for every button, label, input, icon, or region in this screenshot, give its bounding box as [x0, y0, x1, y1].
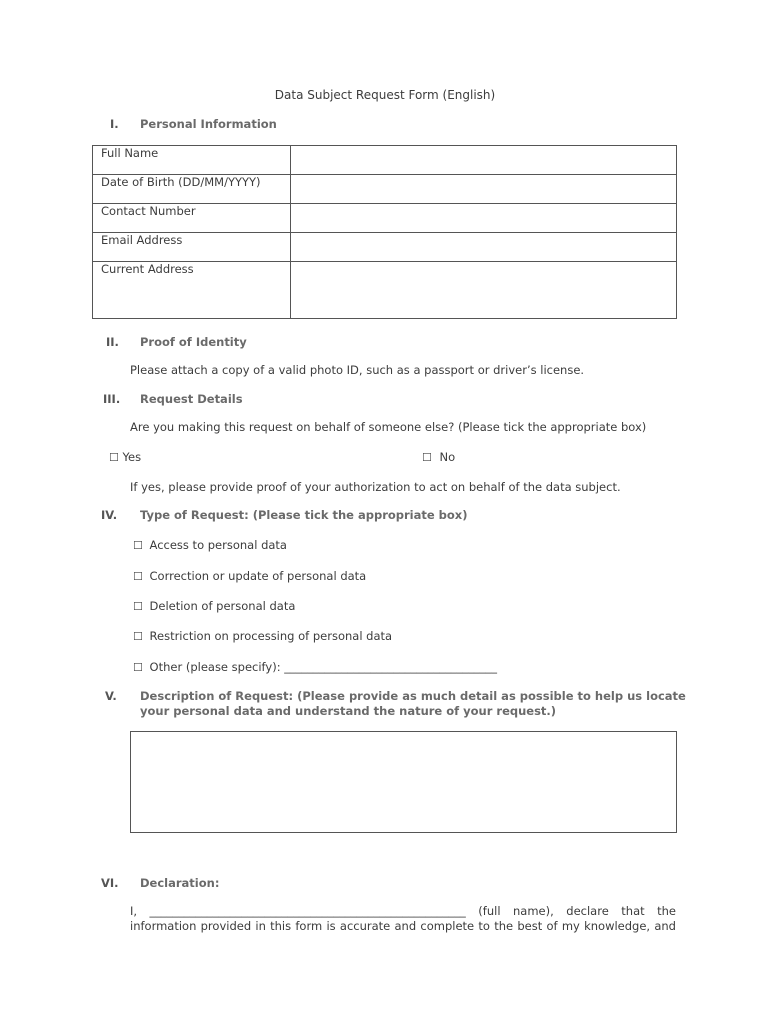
section-1-number: I. [110, 117, 119, 131]
table-row [93, 204, 677, 233]
section-4-number: IV. [101, 508, 118, 522]
field-value-contact-number[interactable] [291, 204, 677, 233]
checkbox-icon[interactable]: ☐ [133, 661, 143, 674]
field-label-email-address: Email Address [93, 233, 291, 262]
personal-info-table [92, 145, 677, 319]
on-behalf-question: Are you making this request on behalf of someone else? (Please tick the appropriate box) [130, 420, 647, 434]
section-5-heading-line-2: your personal data and understand the nature of your request.) [140, 704, 557, 718]
request-type-label: Restriction on processing of personal data [149, 629, 393, 643]
request-type-deletion[interactable] [133, 599, 295, 613]
field-value-email-address[interactable] [291, 233, 677, 262]
field-label-contact-number: Contact Number [93, 204, 291, 233]
section-6-heading: Declaration: [140, 876, 220, 890]
checkbox-icon[interactable]: ☐ [133, 570, 143, 583]
request-type-label: Other (please specify): _____________________________________ [149, 660, 497, 674]
section-1-heading: Personal Information [140, 117, 277, 131]
yes-label: Yes [122, 450, 142, 464]
field-value-full-name[interactable] [291, 146, 677, 175]
no-option[interactable] [422, 450, 455, 464]
yes-option[interactable] [109, 450, 141, 464]
section-6-number: VI. [101, 876, 119, 890]
checkbox-icon[interactable]: ☐ [133, 600, 143, 613]
declaration-line-1: I, _______________________________________________________ (full name), declare that the [130, 904, 676, 918]
field-value-current-address[interactable] [291, 262, 677, 319]
request-type-correction[interactable] [133, 569, 366, 583]
field-value-date-of-birth[interactable] [291, 175, 677, 204]
form-title: Data Subject Request Form (English) [274, 88, 496, 102]
no-label: No [439, 450, 456, 464]
section-5-number: V. [105, 689, 117, 703]
table-row [93, 175, 677, 204]
declaration-line-2: information provided in this form is accurate and complete to the best of my knowledge, and [130, 919, 676, 933]
checkbox-icon[interactable]: ☐ [133, 539, 143, 552]
request-type-label: Correction or update of personal data [149, 569, 367, 583]
field-label-date-of-birth: Date of Birth (DD/MM/YYYY) [93, 175, 291, 204]
authorization-note: If yes, please provide proof of your authorization to act on behalf of the data subject. [130, 480, 621, 494]
checkbox-icon[interactable]: ☐ [109, 451, 119, 464]
proof-of-identity-text: Please attach a copy of a valid photo ID, such as a passport or driver’s license. [130, 363, 585, 377]
section-4-heading: Type of Request: (Please tick the appropriate box) [140, 508, 468, 522]
table-row [93, 262, 677, 319]
section-5-heading-line-1: Description of Request: (Please provide as much detail as possible to help us locate [140, 689, 686, 703]
description-textbox[interactable] [130, 731, 677, 833]
checkbox-icon[interactable]: ☐ [133, 630, 143, 643]
section-2-heading: Proof of Identity [140, 335, 247, 349]
section-2-number: II. [106, 335, 119, 349]
field-label-current-address: Current Address [93, 262, 291, 319]
request-type-restriction[interactable] [133, 629, 392, 643]
request-type-label: Deletion of personal data [149, 599, 296, 613]
table-row [93, 233, 677, 262]
field-label-full-name: Full Name [93, 146, 291, 175]
section-3-heading: Request Details [140, 392, 243, 406]
request-type-label: Access to personal data [149, 538, 287, 552]
request-type-other[interactable] [133, 660, 497, 674]
section-3-number: III. [103, 392, 121, 406]
table-row [93, 146, 677, 175]
checkbox-icon[interactable]: ☐ [422, 451, 432, 464]
request-type-access[interactable] [133, 538, 287, 552]
